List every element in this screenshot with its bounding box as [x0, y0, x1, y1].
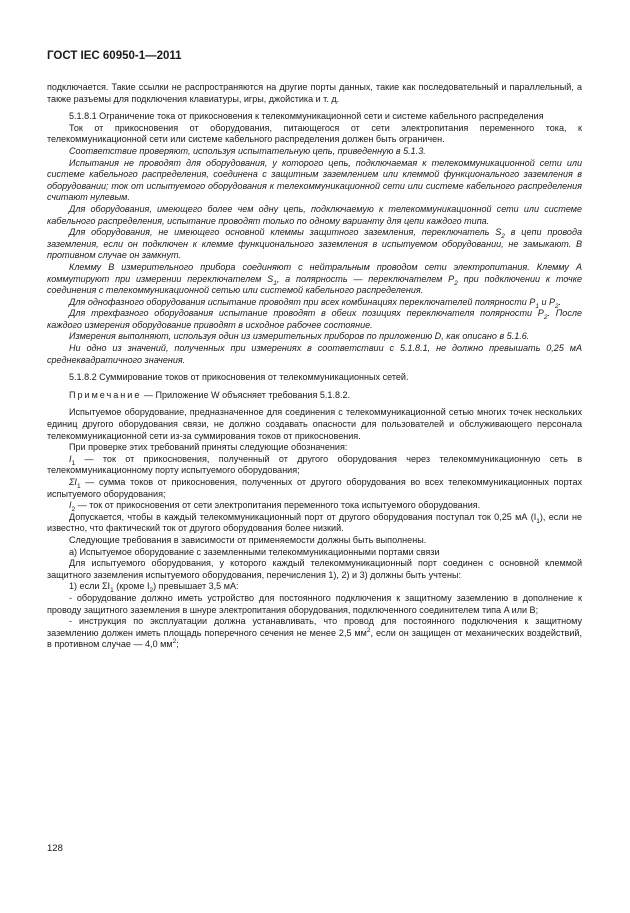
paragraph: При проверке этих требований приняты следующие обозначения: [69, 442, 348, 453]
definition: $\Sigma I_1$ — сумма токов от прикосновения, полученных от другого оборудования во всех телекоммуникационных портах испытуемого оборудования; [47, 477, 582, 499]
paragraph: подключается. Такие ссылки не распространяются на другие порты данных, такие как последовательный и параллельный, а также разъемы для подключения клавиатуры, игры, джойстика и т. д. [47, 82, 582, 104]
note-label: Примечание [69, 389, 142, 400]
paragraph: Следующие требования в зависимости от применяемости должны быть выполнены. [69, 534, 427, 545]
paragraph: Для испытуемого оборудования, у которого каждый телекоммуникационный порт соединен с основной клеммой защитного заземления испытуемого оборудования, перечисления 1), 2) и 3) должны быть учтены: [47, 558, 582, 580]
document-body [47, 82, 582, 651]
paragraph: Допускается, чтобы в каждый телекоммуникационный порт от другого оборудования поступал ток 0,25 мА $(I_1)$, если не известно, что фактический ток от другого оборудования более низкий. [47, 511, 583, 534]
list-item: - инструкция по эксплуатации должна устанавливать, что провод для постоянного подключения к защитному заземлению должен иметь площадь поперечного сечения не менее 2,5 $мм^2$, если он защищен от механических воздействий, в противном случае — 4,0 $мм^2$; [47, 616, 582, 650]
list-item: a) Испытуемое оборудование с заземленными телекоммуникационными портами связи [69, 546, 440, 557]
section-heading: 5.1.8.1 Ограничение тока от прикосновения к телекоммуникационной сети и системе кабельного распределения [69, 111, 544, 122]
paragraph: Клемму B измерительного прибора соединяют с нейтральным проводом сети электропитания. Клемму A коммутируют при измерении переключателем $S_1$, а полярность — переключателем $P_2$ при подключении к точке соединения с телекоммуникационной сетью или системой кабельного распределения. [47, 261, 583, 296]
paragraph: Для трехфазного оборудования испытание проводят в обеих позициях переключателя полярности $P_2$. После каждого измерения оборудование приводят в исходное рабочее состояние. [47, 308, 582, 330]
note: Примечание — Приложение W объясняет требования 5.1.8.2. [69, 389, 351, 400]
paragraph: Измерения выполняют, используя один из измерительных приборов по приложению D, как описано в 5.1.6. [69, 331, 530, 342]
list-item: 1) если $\Sigma I_1$ (кроме $I_2$) превышает 3,5 мА: [69, 581, 239, 595]
paragraph: Соответствие проверяют, используя испытательную цепь, приведенную в 5.1.3. [69, 145, 426, 156]
paragraph: Испытуемое оборудование, предназначенное для соединения с телекоммуникационной сетью многих точек нескольких единиц другого оборудования связи, не должно создавать опасности для пользователей и обслуживающего персонала телекоммуникационной сети из-за суммирования токов от прикосновения. [47, 407, 582, 441]
paragraph: Ток от прикосновения от оборудования, питающегося от сети электропитания переменного тока, к телекоммуникационной сети или системе кабельного распределения должен быть ограничен. [47, 122, 582, 145]
paragraph: Для оборудования, не имеющего основной клеммы защитного заземления, переключатель $S_2$ в цепи провода заземления, если он подключен к клемме функционального заземления в испытуемом оборудовании, не замыкают. В противном случае он замкнут. [47, 227, 582, 261]
paragraph: Ни одно из значений, полученных при измерениях в соответствии с 5.1.8.1, не должно превышать 0,25 мА среднеквадратичного значения. [47, 343, 582, 365]
paragraph: Испытания не проводят для оборудования, у которого цепь, подключаемая к телекоммуникационной сети или системе кабельного распределения, соединена с защитным заземлением или клеммой функционального заземления в оборудовании; ток от испытуемого оборудования к телекоммуникационной сети или системе кабельного распределения считают нулевым. [47, 157, 582, 203]
list-item: - оборудование должно иметь устройство для постоянного подключения к защитному заземлению в дополнение к проводу защитного заземления в шнуре электропитания оборудования, подключенного соединителем типа A или B; [47, 592, 582, 615]
document-header: ГОСТ IEC 60950-1—2011 [47, 50, 182, 62]
paragraph: Для оборудования, имеющего более чем одну цепь, подключаемую к телекоммуникационной сети или системе кабельного распределения, испытание проводят только по одному варианту для цепи каждого типа. [47, 203, 582, 226]
page-number: 128 [47, 843, 63, 854]
section-heading: 5.1.8.2 Суммирование токов от прикосновения от телекоммуникационных сетей. [69, 372, 409, 383]
definition: $I_1$ — ток от прикосновения, полученный от другого оборудования через телекоммуникационную сеть в телекоммуникационному порту испытуемого оборудования; [47, 453, 582, 476]
definition: $I_2$ — ток от прикосновения от сети электропитания переменного тока испытуемого оборудования. [69, 500, 481, 513]
paragraph: Для однофазного оборудования испытание проводят при всех комбинациях переключателей полярности $P_1$ и $P_2$. [69, 296, 562, 310]
